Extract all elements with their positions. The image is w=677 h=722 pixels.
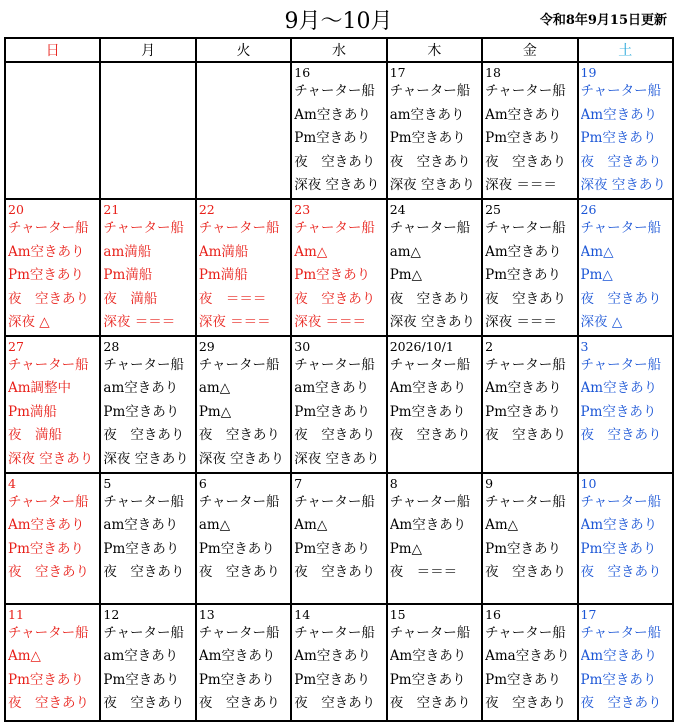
day-number: 10	[580, 475, 597, 491]
availability-line: Pm満船	[198, 267, 248, 283]
day-number: 12	[103, 606, 120, 622]
calendar-week-row	[5, 199, 673, 336]
availability-line: Pm空きあり	[389, 130, 466, 146]
charter-label: チャーター船	[580, 624, 662, 641]
day-number: 4	[8, 475, 16, 491]
calendar-day-cell	[482, 473, 577, 604]
calendar-day-cell	[482, 62, 577, 199]
calendar-table	[4, 37, 674, 722]
availability-line: 深夜 空きあり	[294, 177, 380, 193]
charter-label: チャーター船	[198, 493, 280, 510]
charter-label: チャーター船	[198, 220, 280, 236]
calendar-day-cell	[291, 604, 386, 721]
weekday-wed: 水	[291, 38, 386, 62]
availability-line: am空きあり	[103, 380, 179, 396]
availability-line: Pm空きあり	[294, 130, 371, 146]
availability-line: Am調整中	[8, 380, 72, 396]
availability-line: 深夜 空きあり	[8, 450, 94, 467]
availability-line: am空きあり	[103, 648, 179, 664]
day-number: 2026/10/1	[389, 338, 454, 354]
weekday-fri: 金	[482, 38, 577, 62]
calendar-day-cell	[482, 604, 577, 721]
day-number: 30	[294, 338, 311, 354]
charter-label: チャーター船	[389, 83, 471, 99]
calendar-day-cell	[5, 62, 100, 199]
calendar-day-cell	[291, 473, 386, 604]
weekday-thu: 木	[387, 38, 482, 62]
charter-label: チャーター船	[294, 220, 375, 236]
charter-label: チャーター船	[198, 356, 280, 373]
charter-label: チャーター船	[580, 493, 662, 510]
availability-line: 夜 満船	[8, 427, 62, 443]
availability-line: Pm空きあり	[485, 130, 561, 146]
calendar-day-cell	[100, 473, 195, 604]
calendar-day-cell	[387, 62, 482, 199]
calendar-day-cell	[482, 336, 577, 473]
availability-line: Am△	[8, 648, 41, 664]
day-number: 9	[485, 475, 494, 491]
availability-line: Pm空きあり	[103, 671, 180, 688]
calendar-day-cell	[387, 199, 482, 336]
availability-line: 夜 空きあり	[580, 427, 662, 443]
availability-line: 夜 空きあり	[580, 695, 662, 711]
availability-line: Am空きあり	[8, 243, 85, 260]
charter-label: チャーター船	[485, 83, 566, 99]
availability-line: am空きあり	[103, 517, 179, 533]
availability-line: 夜 空きあり	[294, 153, 376, 170]
availability-line: 夜 ＝＝＝	[198, 290, 267, 307]
charter-label: チャーター船	[389, 220, 471, 236]
availability-line: Pm空きあり	[580, 403, 657, 420]
availability-line: Pm満船	[8, 403, 57, 420]
calendar-week-row	[5, 473, 673, 604]
calendar-day-cell	[578, 199, 673, 336]
availability-line: Pm空きあり	[485, 671, 561, 688]
availability-line: Am空きあり	[389, 517, 467, 533]
charter-label: チャーター船	[485, 356, 566, 373]
charter-label: チャーター船	[103, 220, 185, 236]
calendar-day-cell	[5, 336, 100, 473]
availability-line: 夜 空きあり	[485, 564, 567, 580]
calendar-week-row	[5, 62, 673, 199]
day-number: 15	[389, 606, 406, 622]
availability-line: Am空きあり	[580, 648, 658, 664]
charter-label: チャーター船	[485, 220, 566, 236]
availability-line: Pm空きあり	[8, 267, 84, 283]
calendar-day-cell	[196, 336, 291, 473]
day-number: 23	[294, 202, 311, 217]
availability-line: Am空きあり	[389, 648, 467, 664]
availability-line: 夜 空きあり	[389, 290, 471, 307]
charter-label: チャーター船	[294, 356, 375, 373]
charter-label: チャーター船	[580, 220, 662, 236]
availability-line: 夜 空きあり	[198, 695, 280, 711]
availability-line: Am空きあり	[198, 648, 276, 664]
availability-line: 深夜 △	[580, 314, 623, 330]
availability-line: Pm空きあり	[294, 540, 371, 557]
availability-line: am△	[389, 243, 421, 260]
charter-label: チャーター船	[389, 624, 471, 641]
availability-line: Pm空きあり	[485, 267, 561, 283]
availability-line: Pm△	[389, 540, 422, 557]
day-number: 19	[580, 65, 597, 80]
availability-line: 夜 空きあり	[580, 153, 662, 170]
day-number: 20	[8, 202, 24, 217]
charter-label: チャーター船	[294, 83, 375, 99]
availability-line: Ama空きあり	[485, 648, 570, 664]
availability-line: 夜 空きあり	[103, 695, 185, 711]
day-number: 7	[294, 475, 303, 491]
availability-line: 夜 満船	[103, 290, 158, 307]
calendar-day-cell	[196, 62, 291, 199]
availability-line: 夜 空きあり	[580, 290, 662, 307]
calendar-day-cell	[196, 199, 291, 336]
availability-line: Am空きあり	[8, 517, 85, 533]
availability-line: 夜 空きあり	[294, 695, 376, 711]
calendar-day-cell	[578, 336, 673, 473]
availability-line: Pm△	[580, 267, 613, 283]
charter-label: チャーター船	[8, 220, 89, 236]
day-number: 27	[8, 338, 24, 354]
calendar-day-cell	[100, 336, 195, 473]
charter-label: チャーター船	[8, 624, 89, 641]
availability-line: Pm空きあり	[580, 130, 657, 146]
availability-line: am空きあり	[294, 380, 370, 396]
availability-line: Am空きあり	[294, 648, 371, 664]
availability-line: 夜 空きあり	[580, 564, 662, 580]
day-number: 13	[198, 606, 215, 622]
availability-line: 深夜 ＝＝＝	[103, 314, 176, 330]
charter-label: チャーター船	[8, 493, 89, 510]
availability-line: 夜 空きあり	[485, 153, 567, 170]
calendar-day-cell	[482, 199, 577, 336]
day-number: 29	[198, 338, 215, 354]
availability-line: 深夜 ＝＝＝	[485, 314, 557, 330]
charter-label: チャーター船	[294, 493, 375, 510]
availability-line: 深夜 空きあり	[580, 177, 666, 193]
availability-line: am△	[198, 517, 231, 533]
availability-line: 夜 空きあり	[198, 564, 280, 580]
availability-line: Pm空きあり	[389, 403, 466, 420]
day-number: 21	[103, 202, 120, 217]
day-number: 17	[389, 65, 406, 80]
availability-line: 夜 空きあり	[198, 427, 280, 443]
charter-label: チャーター船	[389, 493, 471, 510]
day-number: 2	[485, 338, 494, 354]
charter-label: チャーター船	[580, 356, 662, 373]
charter-label: チャーター船	[8, 356, 89, 373]
updated-date: 令和8年9月15日更新	[539, 13, 667, 28]
availability-line: am満船	[103, 243, 152, 260]
availability-line: 夜 空きあり	[8, 564, 89, 580]
availability-line: Am空きあり	[485, 106, 562, 123]
availability-line: Am空きあり	[580, 106, 658, 123]
charter-label: チャーター船	[294, 624, 375, 641]
availability-line: 夜 空きあり	[389, 153, 471, 170]
availability-line: Am△	[294, 517, 328, 533]
availability-line: Pm空きあり	[485, 540, 561, 557]
availability-line: 夜 空きあり	[294, 427, 376, 443]
calendar-day-cell	[387, 336, 482, 473]
availability-line: 夜 空きあり	[8, 695, 89, 711]
availability-line: 夜 空きあり	[389, 695, 471, 711]
day-number: 18	[485, 65, 502, 80]
availability-line: 深夜 空きあり	[389, 314, 475, 330]
availability-line: 深夜 △	[8, 314, 50, 330]
charter-label: チャーター船	[198, 624, 280, 641]
availability-line: Pm空きあり	[8, 671, 84, 688]
calendar-day-cell	[578, 604, 673, 721]
day-number: 14	[294, 606, 311, 622]
calendar-day-cell	[196, 473, 291, 604]
weekday-header-row	[5, 38, 673, 62]
weekday-tue: 火	[196, 38, 291, 62]
availability-line: Am空きあり	[485, 380, 562, 396]
calendar-day-cell	[578, 473, 673, 604]
availability-line: Pm空きあり	[294, 671, 371, 688]
availability-line: Pm△	[389, 267, 422, 283]
calendar-day-cell	[387, 473, 482, 604]
availability-line: Pm空きあり	[485, 403, 561, 420]
calendar-week-row	[5, 604, 673, 721]
availability-line: Pm空きあり	[294, 403, 371, 420]
calendar-day-cell	[291, 62, 386, 199]
availability-line: 深夜 ＝＝＝	[485, 177, 557, 193]
availability-line: Pm空きあり	[103, 403, 180, 420]
availability-line: Am△	[294, 243, 328, 260]
day-number: 16	[294, 65, 311, 80]
page-title: 9月～10月	[284, 9, 393, 34]
day-number: 6	[198, 475, 207, 491]
charter-label: チャーター船	[103, 493, 185, 510]
day-number: 5	[103, 475, 112, 491]
availability-line: Am空きあり	[580, 380, 658, 396]
day-number: 16	[485, 606, 502, 622]
availability-line: 夜 空きあり	[485, 695, 567, 711]
calendar-week-row	[5, 336, 673, 473]
calendar-day-cell	[100, 199, 195, 336]
day-number: 3	[580, 338, 589, 354]
availability-line: 夜 空きあり	[294, 564, 376, 580]
availability-line: 深夜 ＝＝＝	[294, 314, 367, 330]
availability-line: 深夜 ＝＝＝	[198, 314, 271, 330]
calendar-day-cell	[5, 199, 100, 336]
calendar-day-cell	[387, 604, 482, 721]
calendar-day-cell	[5, 473, 100, 604]
weekday-sat: 土	[578, 38, 673, 62]
availability-line: am△	[198, 380, 231, 396]
availability-line: Am空きあり	[580, 517, 658, 533]
availability-line: Pm空きあり	[389, 671, 466, 688]
weekday-mon: 月	[100, 38, 195, 62]
availability-line: 深夜 空きあり	[198, 450, 285, 467]
availability-line: Pm満船	[103, 267, 153, 283]
availability-line: 深夜 空きあり	[294, 450, 380, 467]
availability-line: 深夜 空きあり	[389, 177, 475, 193]
charter-label: チャーター船	[389, 356, 471, 373]
day-number: 24	[389, 202, 406, 217]
charter-label: チャーター船	[103, 356, 185, 373]
calendar-day-cell	[291, 336, 386, 473]
calendar-day-cell	[578, 62, 673, 199]
charter-label: チャーター船	[103, 624, 185, 641]
weekday-sun: 日	[5, 38, 100, 62]
calendar-day-cell	[5, 604, 100, 721]
calendar-day-cell	[100, 604, 195, 721]
availability-line: 夜 空きあり	[8, 290, 89, 307]
availability-line: Pm△	[198, 403, 232, 420]
availability-line: Pm空きあり	[580, 671, 657, 688]
availability-line: 夜 空きあり	[103, 427, 185, 443]
calendar-day-cell	[196, 604, 291, 721]
availability-line: Pm空きあり	[103, 540, 180, 557]
availability-line: Pm空きあり	[198, 540, 275, 557]
charter-label: チャーター船	[485, 624, 566, 641]
day-number: 8	[389, 475, 398, 491]
day-number: 11	[8, 606, 24, 622]
calendar-day-cell	[291, 199, 386, 336]
availability-line: 夜 空きあり	[389, 427, 471, 443]
day-number: 25	[485, 202, 502, 217]
availability-line: Am△	[485, 517, 519, 533]
availability-line: Pm空きあり	[294, 267, 371, 283]
day-number: 17	[580, 606, 597, 622]
availability-line: 夜 空きあり	[485, 427, 567, 443]
day-number: 22	[198, 202, 215, 217]
day-number: 26	[580, 202, 597, 217]
availability-line: Pm空きあり	[580, 540, 657, 557]
availability-line: 夜 空きあり	[103, 564, 185, 580]
availability-line: Am満船	[198, 243, 249, 260]
availability-line: 夜 空きあり	[485, 290, 567, 307]
availability-line: Am空きあり	[389, 380, 467, 396]
calendar-day-cell	[100, 62, 195, 199]
availability-line: Pm空きあり	[8, 540, 84, 557]
availability-line: Am△	[580, 243, 614, 260]
charter-label: チャーター船	[485, 493, 566, 510]
charter-label: チャーター船	[580, 83, 662, 99]
availability-line: Pm空きあり	[198, 671, 275, 688]
availability-line: Am空きあり	[294, 106, 371, 123]
availability-line: 夜 ＝＝＝	[389, 564, 458, 580]
day-number: 28	[103, 338, 120, 354]
availability-line: 夜 空きあり	[294, 290, 376, 307]
availability-line: am空きあり	[389, 106, 465, 123]
availability-line: Am空きあり	[485, 243, 562, 260]
availability-line: 深夜 空きあり	[103, 450, 189, 467]
